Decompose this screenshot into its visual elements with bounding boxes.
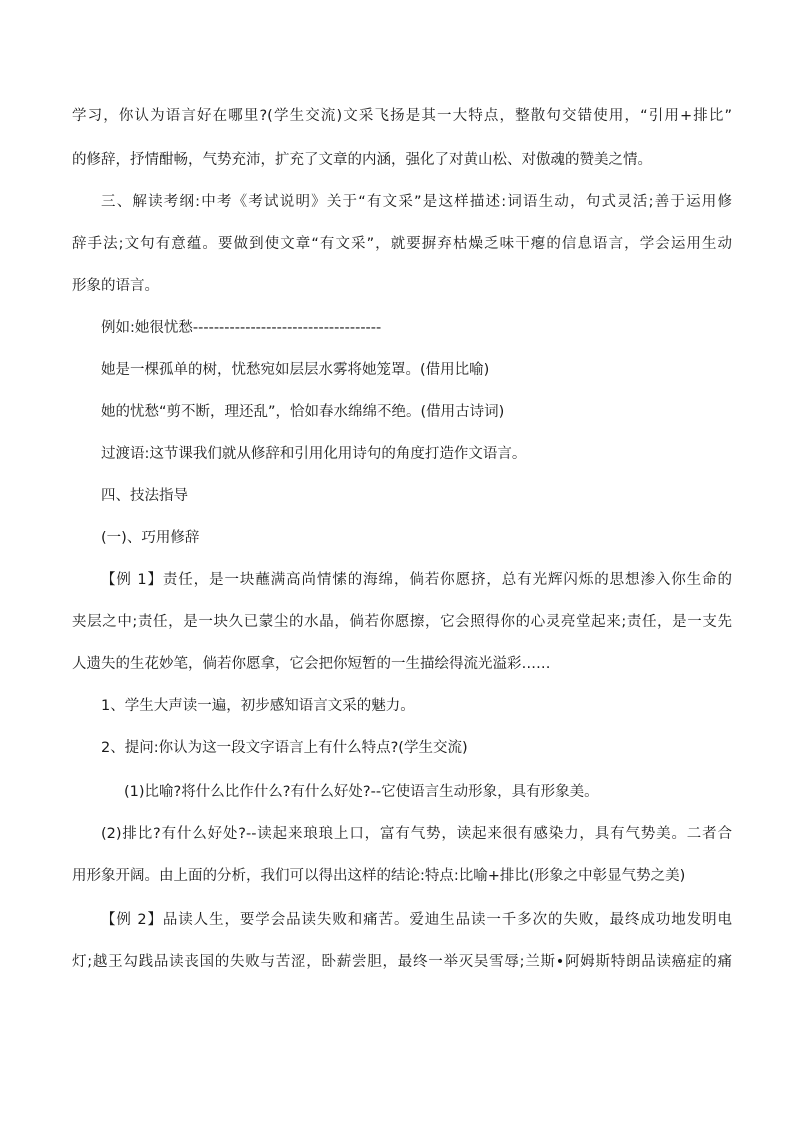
section-heading-line: 三、解读考纲:中考《考试说明》关于“有文采”是这样描述:词语生动，句式灵活;善于运用修 <box>101 194 732 210</box>
step-line: 2、提问:你认为这一段文字语言上有什么特点?(学生交流) <box>101 740 468 756</box>
example-paragraph-line: 人遗失的生花妙笔，倘若你愿拿，它会把你短暂的一生描绘得流光溢彩…… <box>72 656 551 672</box>
analysis-line: 用形象开阔。由上面的分析，我们可以得出这样的结论:特点:比喻+排比(形象之中彰显气势之美) <box>72 868 686 884</box>
analysis-line: (1)比喻?将什么比作什么?有什么好处?--它使语言生动形象，具有形象美。 <box>124 784 599 800</box>
paragraph-line: 形象的语言。 <box>72 278 159 294</box>
section-heading: 四、技法指导 <box>101 488 188 504</box>
example-paragraph-line: 【例 2】品读人生，要学会品读失败和痛苦。爱迪生品读一千多次的失败，最终成功地发明电 <box>101 912 732 928</box>
example-paragraph-line: 灯;越王勾践品读丧国的失败与苦涩，卧薪尝胆，最终一举灭吴雪辱;兰斯•阿姆斯特朗品读癌症的痛 <box>72 954 732 970</box>
example-paragraph-line: 【例 1】责任，是一块蘸满高尚情愫的海绵，倘若你愿挤，总有光辉闪烁的思想渗入你生命的 <box>101 572 732 588</box>
paragraph-line: 辞手法;文句有意蕴。要做到使文章“有文采”，就要摒弃枯燥乏味干瘪的信息语言，学会运用生动 <box>72 236 732 252</box>
paragraph-line: 的修辞，抒情酣畅，气势充沛，扩充了文章的内涵，强化了对黄山松、对傲魂的赞美之情。 <box>72 152 652 168</box>
step-line: 1、学生大声读一遍，初步感知语言文采的魅力。 <box>101 698 415 714</box>
subsection-heading: (一)、巧用修辞 <box>101 530 200 546</box>
example-line: 她是一棵孤单的树，忧愁宛如层层水雾将她笼罩。(借用比喻) <box>101 362 490 378</box>
example-line: 她的忧愁“剪不断，理还乱”，恰如春水绵绵不绝。(借用古诗词) <box>101 404 505 420</box>
transition-line: 过渡语:这节课我们就从修辞和引用化用诗句的角度打造作文语言。 <box>101 446 527 462</box>
analysis-line: (2)排比?有什么好处?--读起来琅琅上口，富有气势，读起来很有感染力，具有气势美。二者合 <box>101 826 732 842</box>
example-paragraph-line: 夹层之中;责任，是一块久已蒙尘的水晶，倘若你愿擦，它会照得你的心灵亮堂起来;责任，是一支先 <box>72 614 732 630</box>
paragraph-line: 学习，你认为语言好在哪里?(学生交流)文采飞扬是其一大特点，整散句交错使用，“引用+排比” <box>72 108 732 124</box>
example-line: 例如:她很忧愁------------------------------------ <box>101 320 382 336</box>
